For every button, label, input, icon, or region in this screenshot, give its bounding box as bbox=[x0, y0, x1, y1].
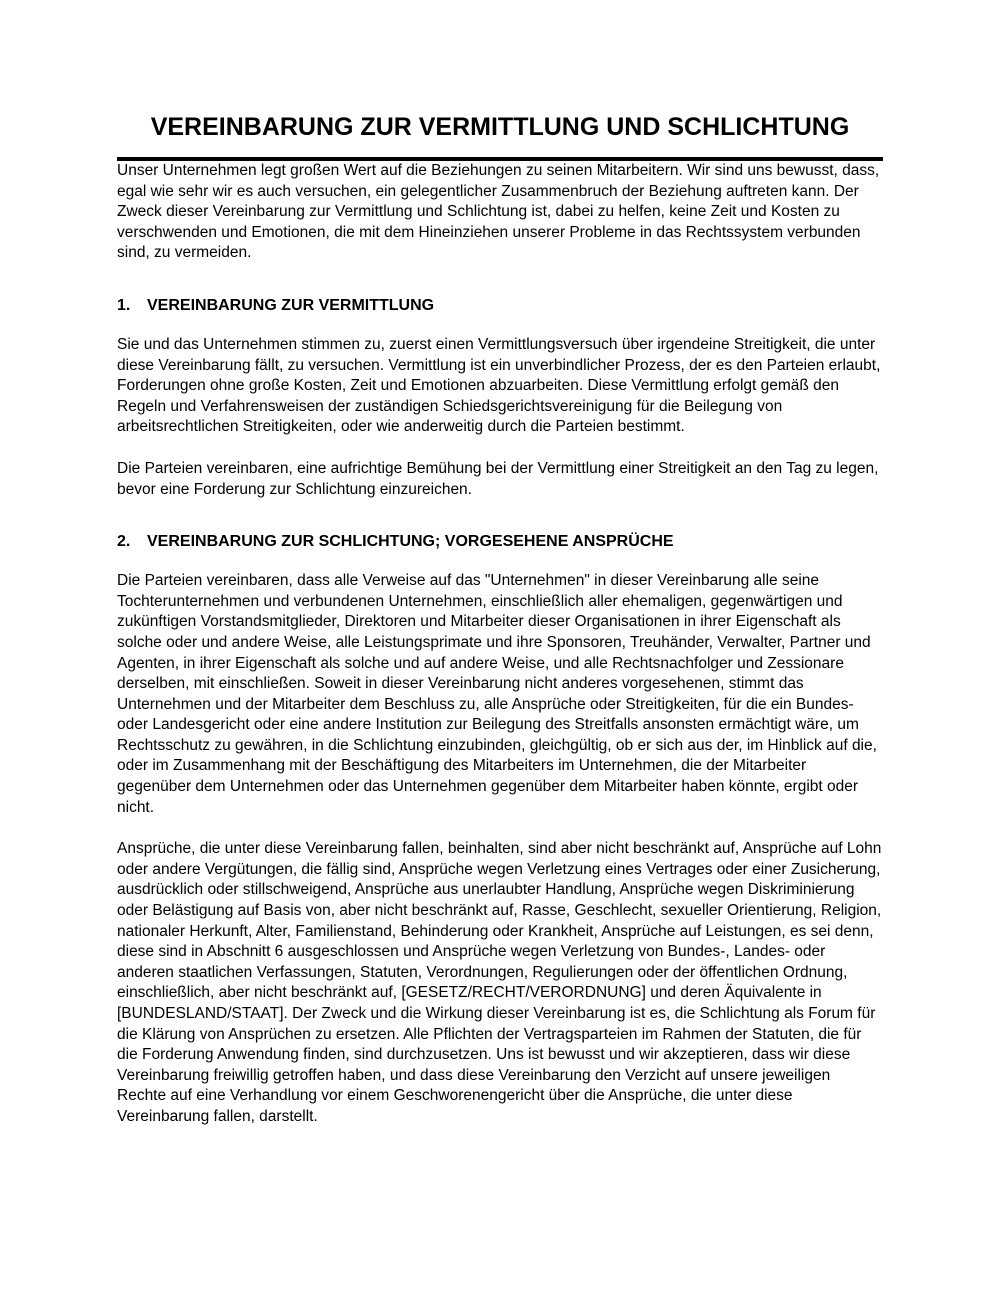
document-content bbox=[117, 112, 883, 1149]
section-1-heading: VEREINBARUNG ZUR VERMITTLUNG bbox=[147, 296, 435, 314]
section-2-heading: VEREINBARUNG ZUR SCHLICHTUNG; VORGESEHENE ANSPRÜCHE bbox=[147, 533, 674, 551]
document-title: VEREINBARUNG ZUR VERMITTLUNG UND SCHLICHTUNG bbox=[150, 113, 850, 141]
section-1-heading-row bbox=[117, 295, 883, 316]
section-1-paragraph-1: Sie und das Unternehmen stimmen zu, zuerst einen Vermittlungsversuch über irgendeine Streitigkeit, die unter diese Vereinbarung fällt, zu versuchen. Vermittlung ist ein unverbindlicher Prozess, der es den Parteien erlaubt, Forderungen ohne große Kosten, Zeit und Emotionen abzuarbeiten. Diese Vermittlung erfolgt gemäß den Regeln und Verfahrensweisen der zuständigen Schiedsgerichtsvereinigung für die Beilegung von arbeitsrechtlichen Streitigkeiten, oder wie anderweitig durch die Parteien bestimmt. bbox=[117, 335, 881, 436]
section-2 bbox=[117, 531, 883, 1127]
section-2-heading-row bbox=[117, 531, 883, 552]
section-1-paragraph-2: Die Parteien vereinbaren, eine aufrichtige Bemühung bei der Vermittlung einer Streitigkeit an den Tag zu legen, bevor eine Forderung zur Schlichtung einzureichen. bbox=[117, 459, 879, 498]
section-1-number: 1. bbox=[117, 296, 131, 314]
section-2-paragraph-2: Ansprüche, die unter diese Vereinbarung fallen, beinhalten, sind aber nicht beschränkt auf, Ansprüche auf Lohn oder andere Vergütungen, die fällig sind, Ansprüche wegen Verletzung eines Vertrages oder einer Zusicherung, ausdrücklich oder stillschweigend, Ansprüche aus unerlaubter Handlung, Ansprüche wegen Diskriminierung oder Belästigung auf Basis von, aber nicht beschränkt auf, Rasse, Geschlecht, sexueller Orientierung, Religion, nationaler Herkunft, Alter, Familienstand, Behinderung oder Krankheit, Ansprüche auf Leistungen, es sei denn, diese sind in Abschnitt 6 ausgeschlossen und Ansprüche wegen Verletzung von Bundes-, Landes- oder anderen staatlichen Verfassungen, Statuten, Verordnungen, Regulierungen oder der öffentlichen Ordnung, einschließlich, aber nicht beschränkt auf, [GESETZ/RECHT/VERORDNUNG] und deren Äquivalente in [BUNDESLAND/STAAT]. Der Zweck und die Wirkung dieser Vereinbarung ist es, die Schlichtung als Forum für die Klärung von Ansprüchen zu ersetzen. Alle Pflichten der Vertragsparteien im Rahmen der Statuten, die für die Forderung Anwendung finden, sind durchzusetzen. Uns ist bewusst und wir akzeptieren, dass wir diese Vereinbarung freiwillig getroffen haben, und dass diese Vereinbarung den Verzicht auf unsere jeweiligen Rechte auf eine Verhandlung vor einem Geschworenengericht über die Ansprüche, die unter diese Vereinbarung fallen, darstellt. bbox=[117, 840, 882, 1125]
intro-paragraph: Unser Unternehmen legt großen Wert auf die Beziehungen zu seinen Mitarbeitern. Wir sind uns bewusst, dass, egal wie sehr wir es auch versuchen, ein gelegentlicher Zusammenbruch der Beziehung auftreten kann. Der Zweck dieser Vereinbarung zur Vermittlung und Schlichtung ist, dabei zu helfen, keine Zeit und Kosten zu verschwenden und Emotionen, die mit dem Hineinziehen unserer Probleme in das Rechtssystem verbunden sind, zu vermeiden. bbox=[117, 162, 880, 262]
section-2-number: 2. bbox=[117, 533, 131, 551]
section-2-paragraph-1: Die Parteien vereinbaren, dass alle Verweise auf das "Unternehmen" in dieser Vereinbarung alle seine Tochterunternehmen und verbundenen Unternehmen, einschließlich aller ehemaligen, gegenwärtigen und zukünftigen Vorstandsmitglieder, Direktoren und Mitarbeiter dieser Organisationen in ihrer Eigenschaft als solche oder und andere Weise, alle Leistungsprimate und ihre Sponsoren, Treuhänder, Verwalter, Partner und Agenten, in ihrer Eigenschaft als solche und auf andere Weise, und alle Rechtsnachfolger und Zessionare derselben, mit einschließen. Soweit in dieser Vereinbarung nicht anderes vorgesehenen, stimmt das Unternehmen und der Mitarbeiter dem Beschluss zu, alle Ansprüche oder Streitigkeiten, für die ein Bundes- oder Landesgericht oder eine andere Institution zur Beilegung des Streitfalls ansonsten ermächtigt wäre, um Rechtsschutz zu gewähren, in die Schlichtung einzubinden, gleichgültig, ob er sich aus der, im Hinblick auf die, oder im Zusammenhang mit der Beschäftigung des Mitarbeiters im Unternehmen, die der Mitarbeiter gegenüber dem Unternehmen oder das Unternehmen gegenüber dem Mitarbeiter haben könnte, ergibt oder nicht. bbox=[117, 572, 877, 816]
section-1 bbox=[117, 295, 883, 500]
